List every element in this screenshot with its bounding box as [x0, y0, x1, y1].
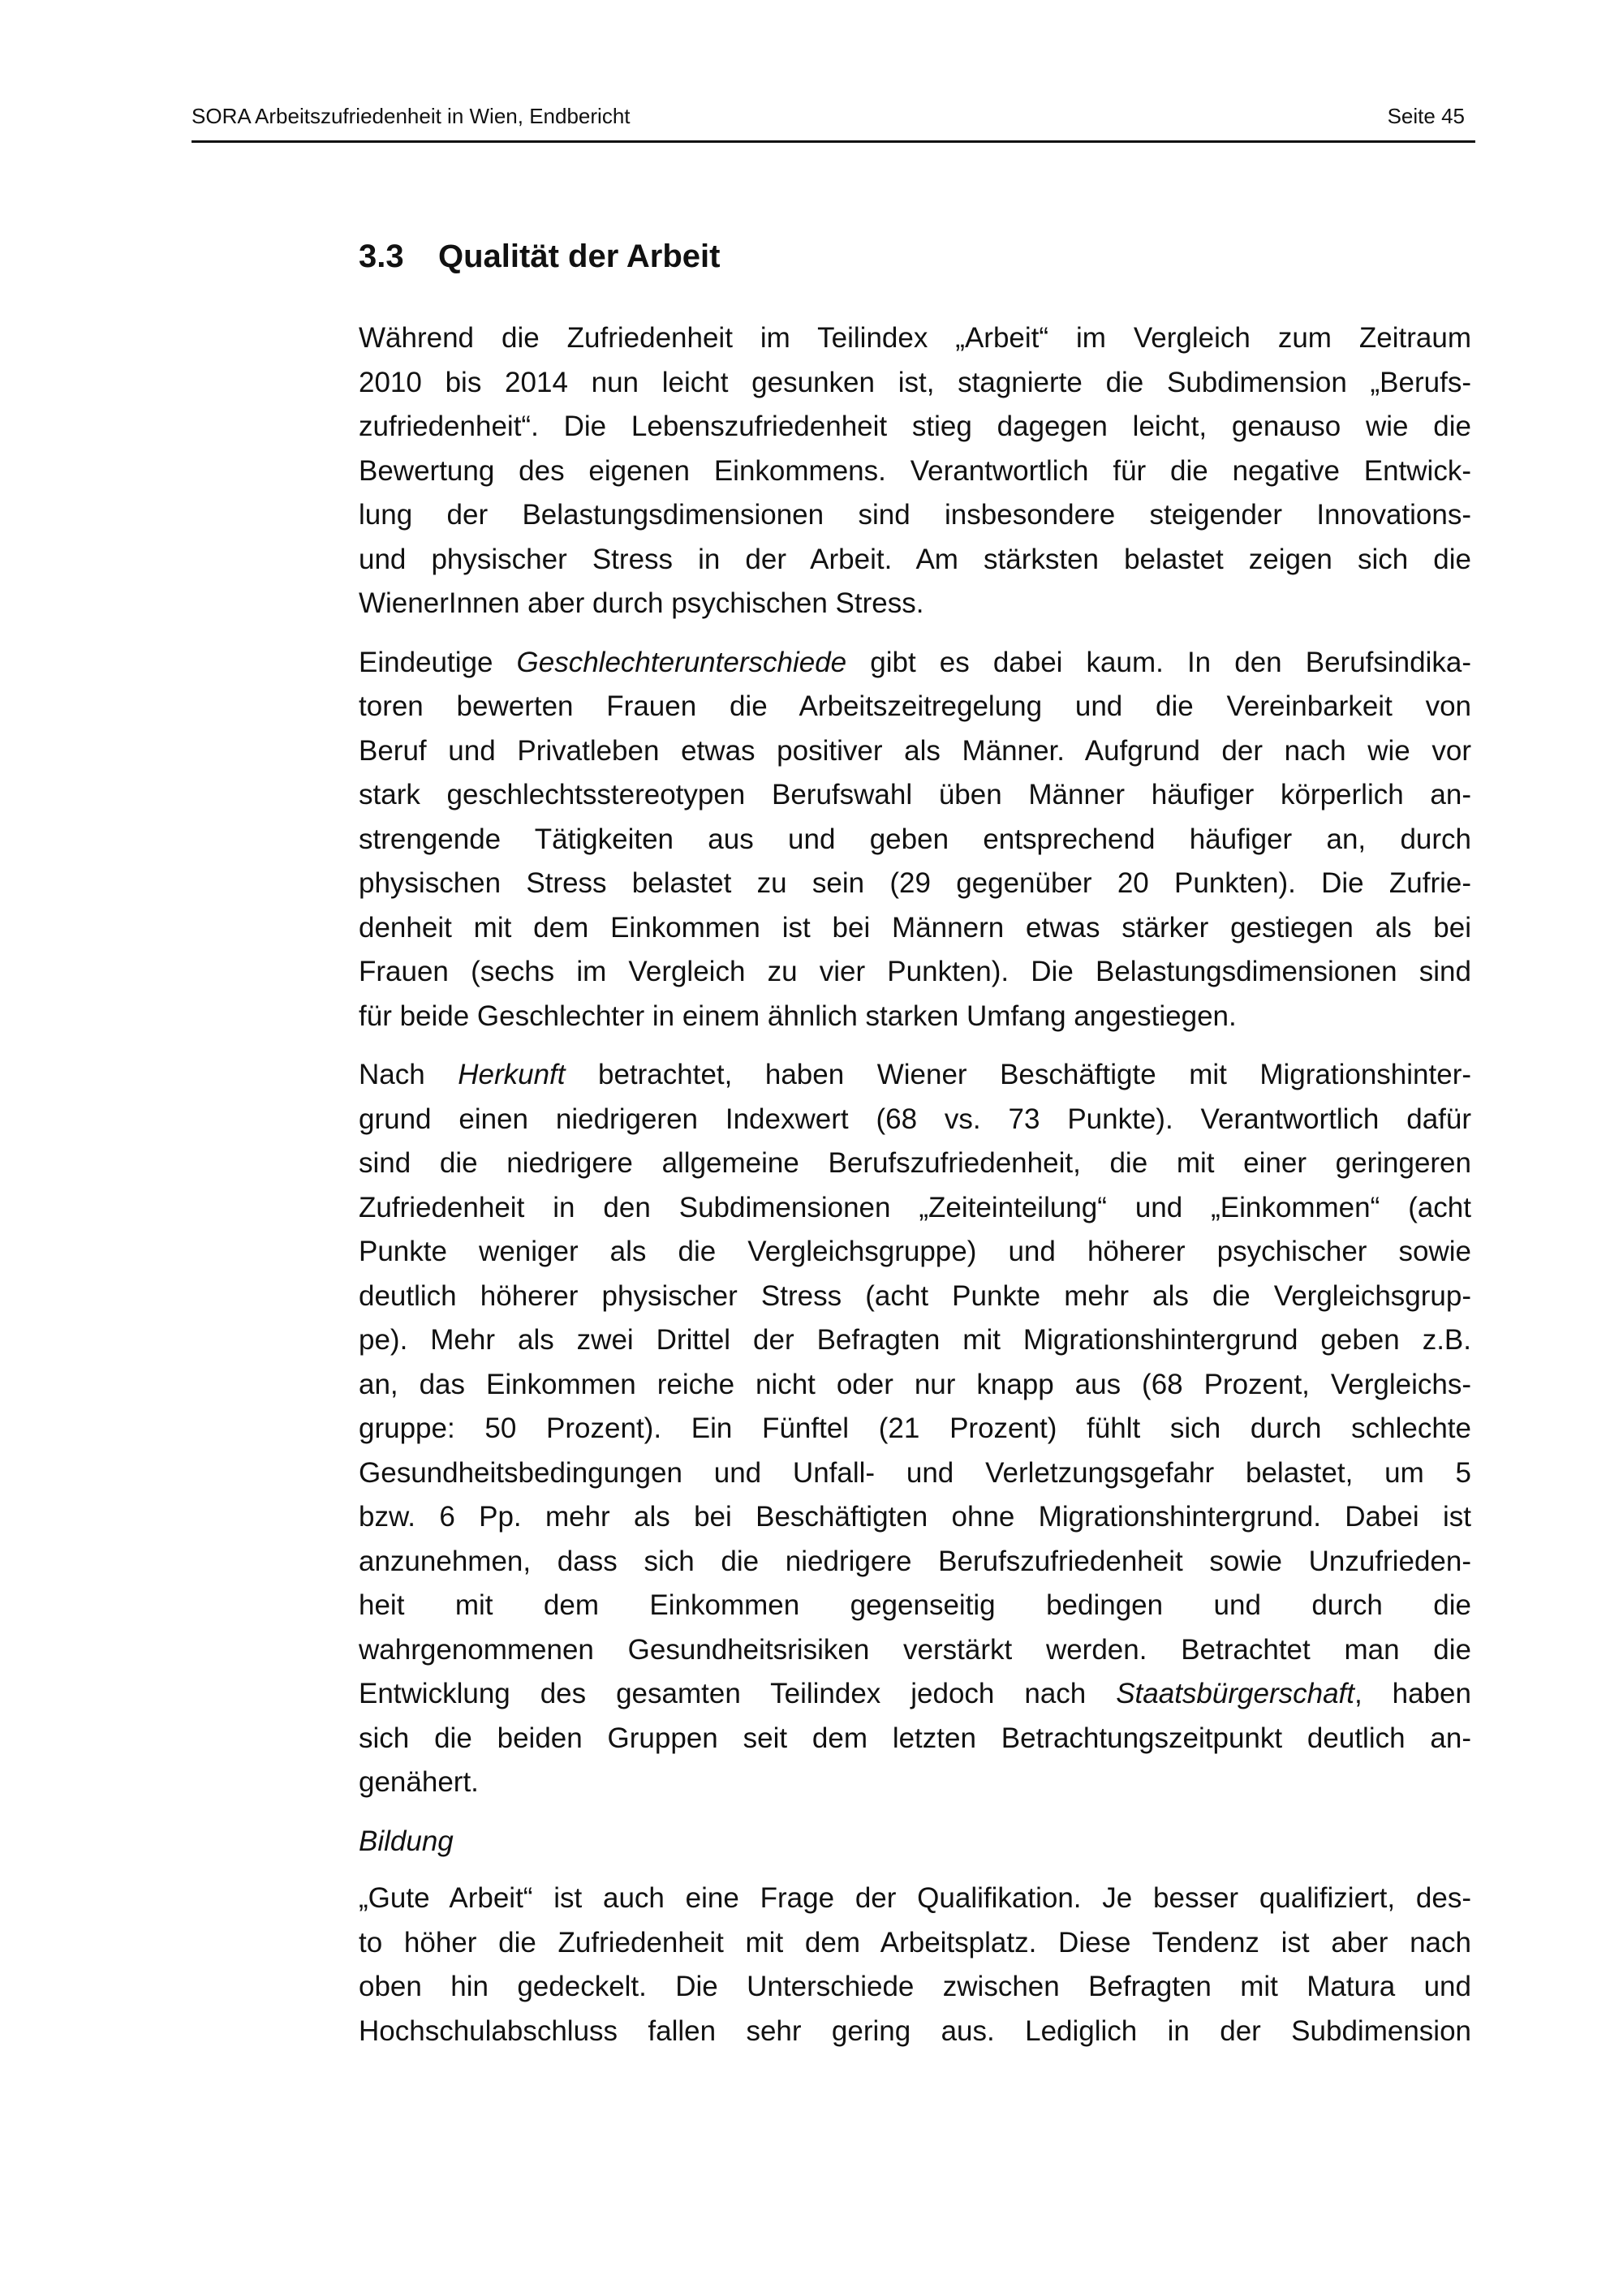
text-line: Punkte weniger als die Vergleichsgruppe) und höherer psychischer sowie — [359, 1236, 1471, 1267]
text-line: Frauen (sechs im Vergleich zu vier Punkten). Die Belastungsdimensionen sind — [359, 956, 1471, 987]
text-line: und physischer Stress in der Arbeit. Am stärksten belastet zeigen sich die — [359, 543, 1471, 575]
text-line: gruppe: 50 Prozent). Ein Fünftel (21 Prozent) fühlt sich durch schlechte — [359, 1412, 1471, 1444]
document-title: SORA Arbeitszufriedenheit in Wien, Endbericht — [192, 104, 631, 128]
text-line: Beruf und Privatleben etwas positiver als Männer. Aufgrund der nach wie vor — [359, 734, 1471, 767]
text-line: Gesundheitsbedingungen und Unfall- und Verletzungsgefahr belastet, um 5 — [359, 1456, 1471, 1489]
text-line: Zufriedenheit in den Subdimensionen „Zeiteinteilung“ und „Einkommen“ (acht — [359, 1191, 1471, 1223]
text-line: deutlich höherer physischer Stress (acht Punkte mehr als die Vergleichsgrup- — [359, 1279, 1471, 1312]
text-line: denheit mit dem Einkommen ist bei Männern etwas stärker gestiegen als bei — [359, 911, 1471, 944]
page-number: Seite 45 — [1387, 104, 1465, 128]
section-number: 3.3 — [359, 239, 404, 274]
text-line: pe). Mehr als zwei Drittel der Befragten mit Migrationshintergrund geben z.B. — [359, 1324, 1471, 1356]
emphasized-text: Herkunft — [458, 1059, 566, 1090]
text-line: wahrgenommenen Gesundheitsrisiken verstärkt werden. Betrachtet man die — [359, 1633, 1471, 1666]
section-title: Qualität der Arbeit — [438, 239, 721, 274]
text-line: oben hin gedeckelt. Die Unterschiede zwischen Befragten mit Matura und — [359, 1971, 1471, 2002]
text-line: für beide Geschlechter in einem ähnlich starken Umfang angestiegen. — [359, 1000, 1237, 1032]
text-line: sind die niedrigere allgemeine Berufszufriedenheit, die mit einer geringeren — [359, 1147, 1471, 1179]
paragraph — [359, 316, 1471, 626]
running-header — [192, 104, 1475, 143]
text-line: sich die beiden Gruppen seit dem letzten Betrachtungszeitpunkt deutlich an- — [359, 1722, 1471, 1754]
text-line: Während die Zufriedenheit im Teilindex „Arbeit“ im Vergleich zum Zeitraum — [359, 322, 1471, 354]
text-line: 2010 bis 2014 nun leicht gesunken ist, stagnierte die Subdimension „Berufs- — [359, 366, 1471, 398]
paragraph — [359, 1053, 1471, 1805]
emphasized-text: Staatsbürgerschaft — [1116, 1678, 1354, 1709]
section-heading — [359, 239, 720, 275]
text-line: toren bewerten Frauen die Arbeitszeitregelung und die Vereinbarkeit von — [359, 690, 1471, 722]
emphasized-text: Geschlechterunterschiede — [516, 646, 847, 678]
text-segment: betrachtet, haben Wiener Beschäftigte mit Migrationshinter- — [565, 1059, 1472, 1090]
text-line — [359, 1672, 1471, 1717]
text-line: physischen Stress belastet zu sein (29 gegenüber 20 Punkten). Die Zufrie- — [359, 867, 1471, 899]
text-line: heit mit dem Einkommen gegenseitig bedingen und durch die — [359, 1589, 1471, 1621]
paragraph — [359, 1877, 1471, 2053]
text-segment: , haben — [1354, 1678, 1471, 1709]
text-segment: Nach — [359, 1059, 458, 1090]
text-line: genähert. — [359, 1766, 479, 1798]
text-line — [359, 1053, 1471, 1098]
text-line: Bewertung des eigenen Einkommens. Verantwortlich für die negative Entwick- — [359, 454, 1471, 487]
text-line: zufriedenheit“. Die Lebenszufriedenheit stieg dagegen leicht, genauso wie die — [359, 411, 1471, 442]
text-segment: gibt es dabei kaum. In den Berufsindika- — [846, 646, 1471, 678]
text-line: strengende Tätigkeiten aus und geben entsprechend häufiger an, durch — [359, 823, 1471, 855]
text-line: bzw. 6 Pp. mehr als bei Beschäftigten ohne Migrationshintergrund. Dabei ist — [359, 1501, 1471, 1533]
text-line: „Gute Arbeit“ ist auch eine Frage der Qualifikation. Je besser qualifiziert, des- — [359, 1882, 1471, 1914]
text-line: an, das Einkommen reiche nicht oder nur knapp aus (68 Prozent, Vergleichs- — [359, 1368, 1471, 1400]
text-line — [359, 641, 1471, 686]
text-line: anzunehmen, dass sich die niedrigere Berufszufriedenheit sowie Unzufrieden- — [359, 1545, 1471, 1577]
text-segment: Entwicklung des gesamten Teilindex jedoch nach — [359, 1678, 1117, 1709]
text-line: stark geschlechtsstereotypen Berufswahl üben Männer häufiger körperlich an- — [359, 779, 1471, 810]
text-line: WienerInnen aber durch psychischen Stress. — [359, 587, 924, 619]
text-segment: Eindeutige — [359, 646, 517, 678]
body-text — [359, 316, 1471, 2068]
text-line: Hochschulabschluss fallen sehr gering aus. Lediglich in der Subdimension — [359, 2014, 1471, 2047]
text-line: grund einen niedrigeren Indexwert (68 vs. 73 Punkte). Verantwortlich dafür — [359, 1103, 1471, 1135]
text-line: to höher die Zufriedenheit mit dem Arbeitsplatz. Diese Tendenz ist aber nach — [359, 1926, 1471, 1958]
paragraph — [359, 641, 1471, 1039]
text-line: lung der Belastungsdimensionen sind insbesondere steigender Innovations- — [359, 499, 1471, 531]
subsection-heading: Bildung — [359, 1825, 454, 1857]
